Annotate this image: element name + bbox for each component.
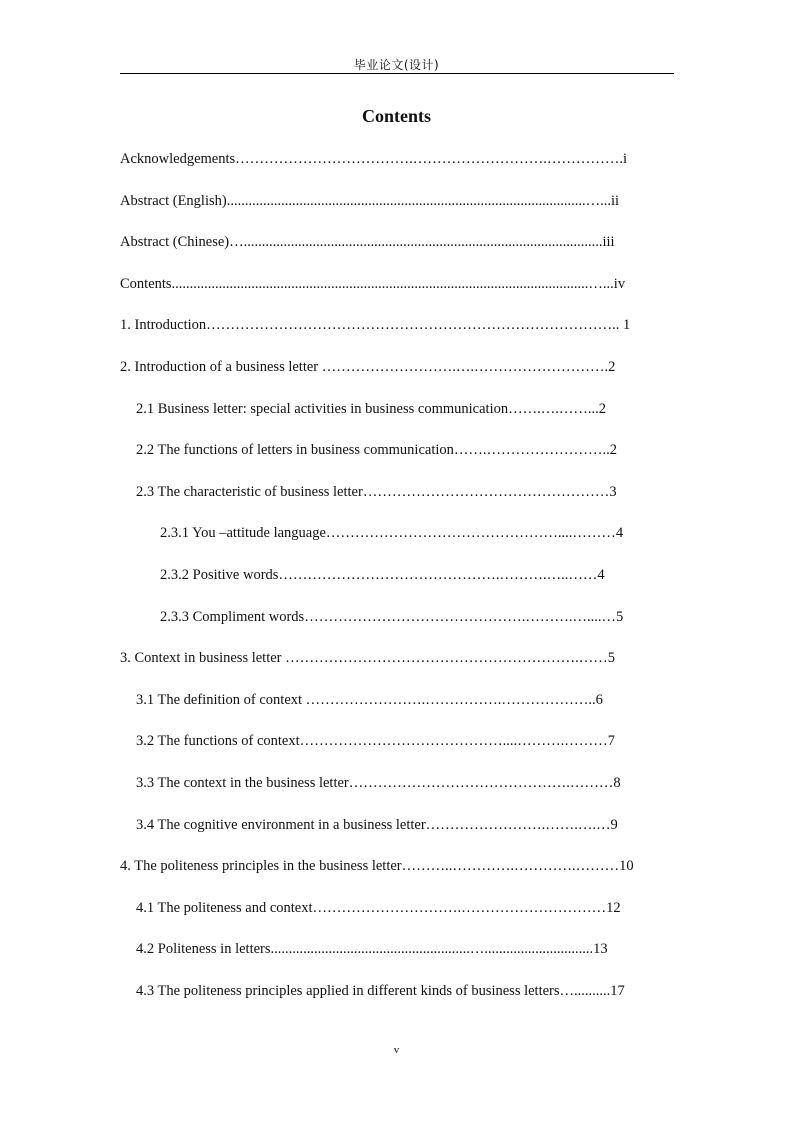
toc-entry-section-3-2[interactable]: 3.2 The functions of context……………………………………....……….………7	[136, 733, 616, 749]
toc-entry-section-1[interactable]: 1. Introduction………………………………………………………………………….. 1	[120, 317, 631, 333]
toc-entry-section-4[interactable]: 4. The politeness principles in the business letter………..………….………….………10	[120, 858, 634, 874]
toc-entry-section-2[interactable]: 2. Introduction of a business letter ……………………….….……………………….2	[120, 359, 616, 375]
toc-entry-contents[interactable]: Contents...................................................................................................................…...iv	[120, 276, 626, 292]
toc-entry-section-2-3[interactable]: 2.3 The characteristic of business letter……………………………………………3	[136, 484, 617, 500]
page-title: Contents	[361, 106, 431, 126]
toc-entry-acknowledgements[interactable]: Acknowledgements……………………………….……………………….…………….i	[120, 151, 628, 167]
toc-entry-section-3-4[interactable]: 3.4 The cognitive environment in a business letter…………………….…….….…9	[136, 817, 618, 833]
toc-entry-section-4-1[interactable]: 4.1 The politeness and context………………………….…………………………12	[136, 900, 621, 916]
toc-entry-section-4-2[interactable]: 4.2 Politeness in letters.......................................................…..............................13	[136, 941, 608, 957]
toc-entry-section-2-3-2[interactable]: 2.3.2 Positive words……………………………………….……….…..……4	[160, 567, 605, 583]
page-number: v	[393, 1044, 400, 1056]
header-text: 毕业论文(设计)	[353, 58, 440, 72]
toc-entry-section-2-3-1[interactable]: 2.3.1 You –attitude language…………………………………………....………4	[160, 525, 624, 541]
toc-entry-section-3-3[interactable]: 3.3 The context in the business letter……………………………………….………8	[136, 775, 621, 791]
toc-entry-section-2-3-3[interactable]: 2.3.3 Compliment words……………………………………….……….…....…5	[160, 609, 624, 625]
toc-entry-section-3-1[interactable]: 3.1 The definition of context …………………….…………….………………..6	[136, 692, 603, 708]
toc-entry-abstract-chinese[interactable]: Abstract (Chinese)…...................................................................................................iii	[120, 234, 615, 250]
toc-entry-section-3[interactable]: 3. Context in business letter …………………………………………………….……5	[120, 650, 615, 666]
toc-entry-section-2-1[interactable]: 2.1 Business letter: special activities in business communication…….….……...2	[136, 401, 606, 417]
toc-entry-section-2-2[interactable]: 2.2 The functions of letters in business communication…….……………………..2	[136, 442, 617, 458]
toc-entry-abstract-english[interactable]: Abstract (English)...................................................................................................…...ii	[120, 193, 620, 209]
toc-entry-section-4-3[interactable]: 4.3 The politeness principles applied in different kinds of business letters…..........17	[136, 983, 625, 999]
